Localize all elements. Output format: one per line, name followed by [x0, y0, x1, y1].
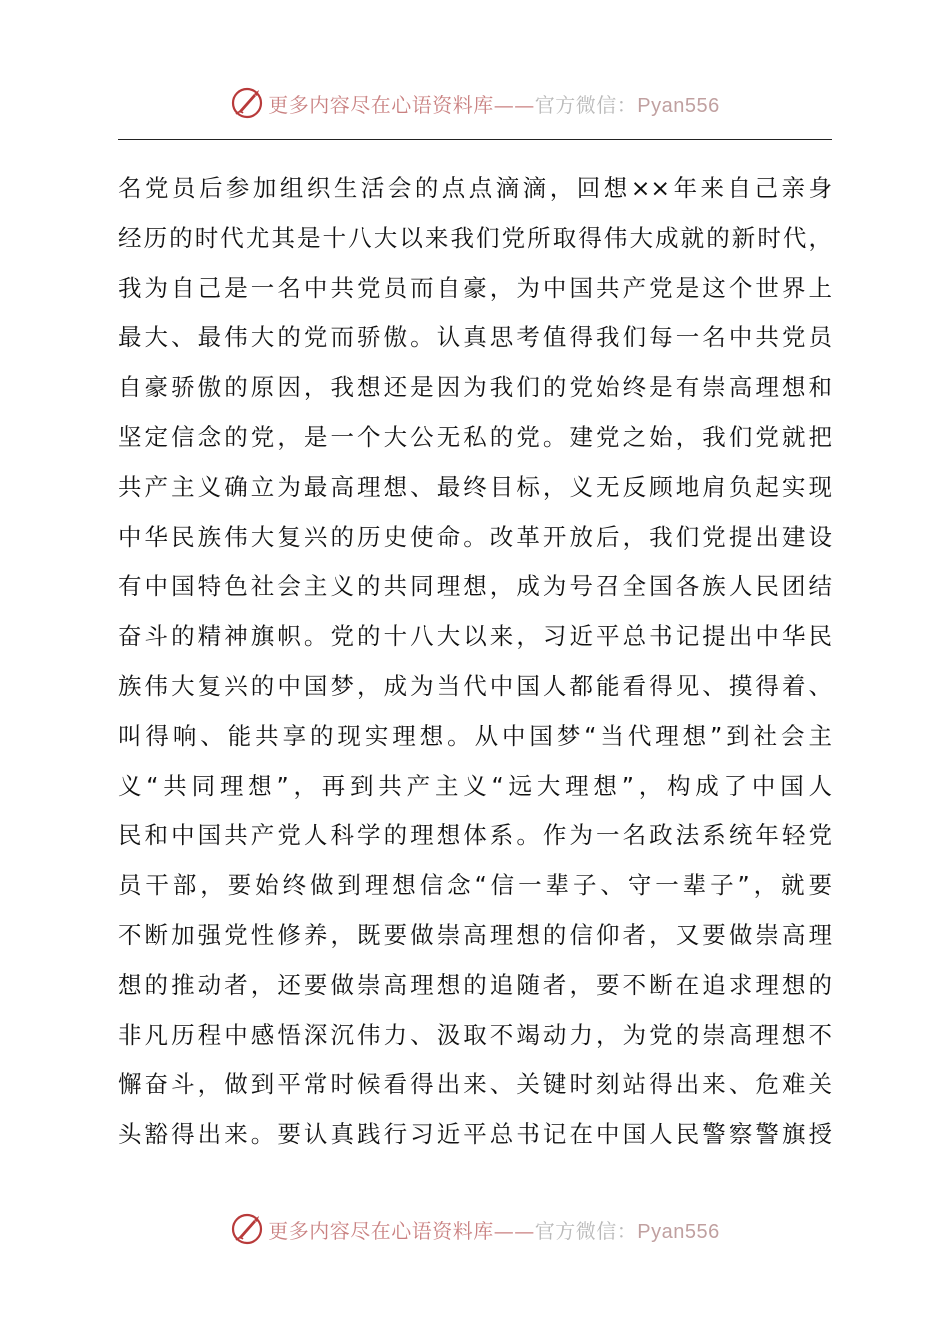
header-banner	[0, 83, 950, 123]
text-line: 头豁得出来。要认真践行习近平总书记在中国人民警察警旗授	[118, 1120, 832, 1149]
text-line: 有中国特色社会主义的共同理想，成为号召全国各族人民团结	[118, 572, 832, 601]
header-divider	[118, 139, 832, 140]
text-line: 经历的时代尤其是十八大以来我们党所取得伟大成就的新时代，	[118, 223, 832, 252]
header-wechat-id: Pyan556	[637, 94, 720, 117]
footer-wechat-id: Pyan556	[637, 1220, 720, 1243]
footer-banner	[0, 1209, 950, 1249]
footer-wechat-label: 官方微信：	[534, 1218, 638, 1243]
text-line: 名党员后参加组织生活会的点点滴滴，回想××年来自己亲身	[118, 174, 832, 202]
text-line: 坚定信念的党，是一个大公无私的党。建党之始，我们党就把	[118, 422, 832, 451]
text-line: 族伟大复兴的中国梦，成为当代中国人都能看得见、摸得着、	[118, 671, 832, 700]
text-line: 最大、最伟大的党而骄傲。认真思考值得我们每一名中共党员	[118, 323, 832, 352]
footer-banner-text	[268, 1215, 719, 1244]
header-brand-text: 更多内容尽在心语资料库	[268, 92, 494, 117]
text-line: 懈奋斗，做到平常时候看得出来、关键时刻站得出来、危难关	[118, 1070, 832, 1099]
text-line: 义“共同理想”，再到共产主义“远大理想”，构成了中国人	[118, 771, 832, 800]
text-line: 自豪骄傲的原因，我想还是因为我们的党始终是有崇高理想和	[118, 373, 832, 402]
footer-dash: ——	[493, 1218, 535, 1243]
quill-pen-logo-icon	[230, 1212, 264, 1246]
text-line: 想的推动者，还要做崇高理想的追随者，要不断在追求理想的	[118, 970, 832, 999]
text-line: 奋斗的精神旗帜。党的十八大以来，习近平总书记提出中华民	[118, 622, 832, 651]
header-dash: ——	[493, 92, 535, 117]
text-line: 民和中国共产党人科学的理想体系。作为一名政法系统年轻党	[118, 821, 832, 850]
text-line: 叫得响、能共享的现实理想。从中国梦“当代理想”到社会主	[118, 721, 832, 750]
text-line: 中华民族伟大复兴的历史使命。改革开放后，我们党提出建设	[118, 522, 832, 551]
text-line: 非凡历程中感悟深沉伟力、汲取不竭动力，为党的崇高理想不	[118, 1020, 832, 1049]
text-line: 我为自己是一名中共党员而自豪，为中国共产党是这个世界上	[118, 273, 832, 302]
text-line: 共产主义确立为最高理想、最终目标，义无反顾地肩负起实现	[118, 472, 832, 501]
quill-pen-logo-icon	[230, 86, 264, 120]
text-line: 员干部，要始终做到理想信念“信一辈子、守一辈子”，就要	[118, 871, 832, 900]
footer-brand-text: 更多内容尽在心语资料库	[268, 1218, 494, 1243]
document-body	[118, 164, 832, 1160]
header-banner-text	[268, 89, 719, 118]
header-wechat-label: 官方微信：	[534, 92, 638, 117]
text-line: 不断加强党性修养，既要做崇高理想的信仰者，又要做崇高理	[118, 920, 832, 949]
